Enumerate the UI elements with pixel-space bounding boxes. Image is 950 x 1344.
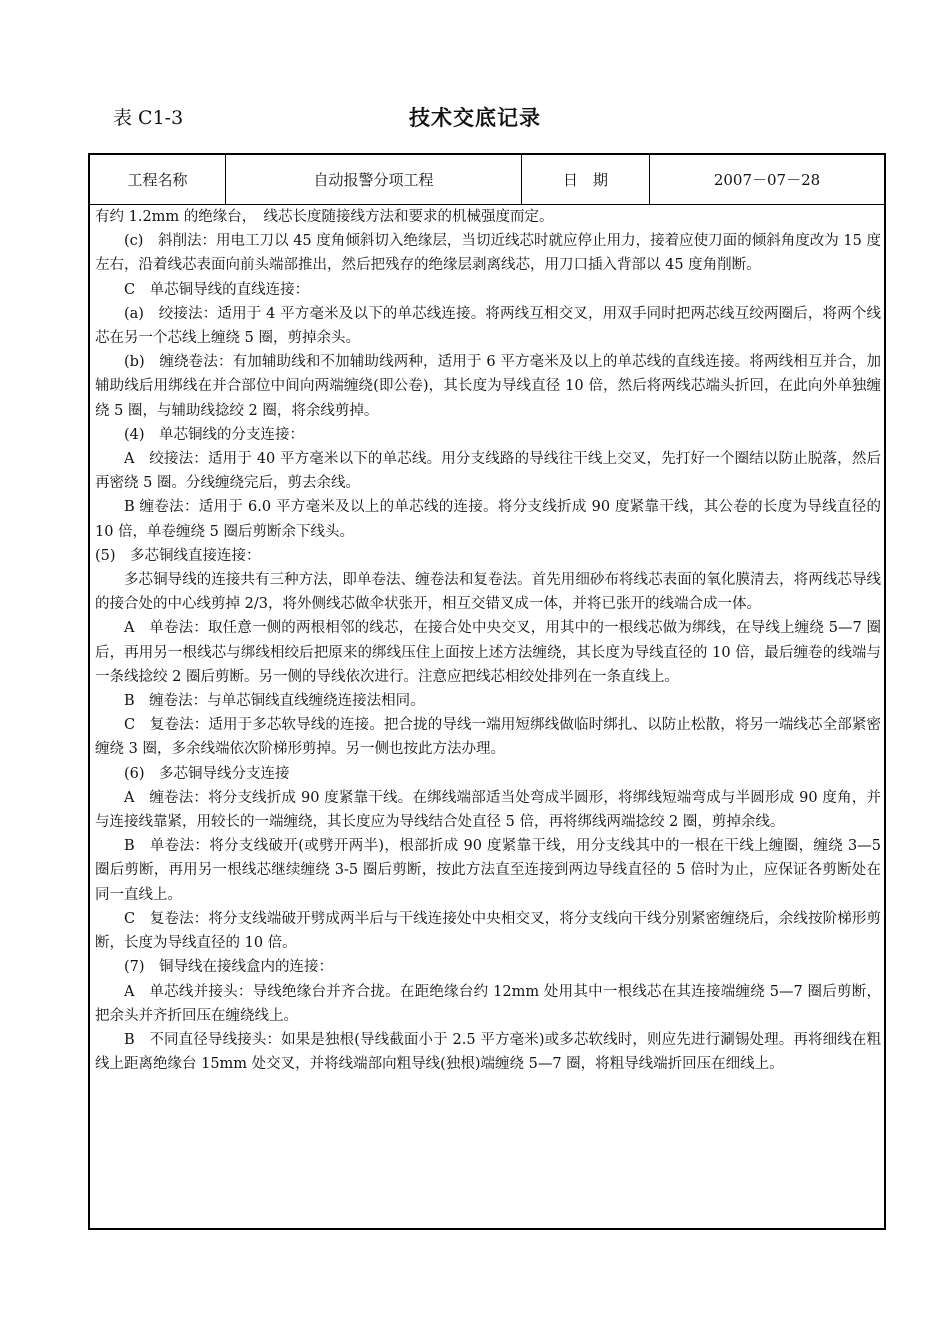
paragraph: (a) 绞接法：适用于 4 平方毫米及以下的单芯线连接。将两线互相交叉，用双手同时把两芯线互绞两圈后，将两个线芯在另一个芯线上缠绕 5 圈，剪掉余头。 — [95, 305, 881, 347]
paragraph: (4) 单芯铜线的分支连接： — [124, 426, 305, 443]
paragraph: 多芯铜导线的连接共有三种方法，即单卷法、缠卷法和复卷法。首先用细砂布将线芯表面的氧化膜清去，将两线芯导线的接合处的中心线剪掉 2/3，将外侧线芯做伞状张开，相互交错叉成一体，并将已张开的线端合成一体。 — [95, 572, 881, 613]
paragraph: (b) 缠绕卷法：有加辅助线和不加辅助线两种，适用于 6 平方毫米及以上的单芯线的直线连接。将两线相互并合，加辅助线后用绑线在并合部位中间向两端缠绕(即公卷)，其长度为导线直径 10 倍，然后将两线芯端头折回，在此向外单独缠绕 5 圈，与辅助线捻绞 2 圈，将余线剪掉。 — [95, 354, 881, 419]
paragraph: A 缠卷法：将分支线折成 90 度紧靠干线。在绑线端部适当处弯成半圆形，将绑线短端弯成与半圆形成 90 度角，并与连接线靠紧，用较长的一端缠绕，其长度应为导线结合处直径 5 倍，再将绑线两端捻绞 2 圈，剪掉余线。 — [95, 789, 881, 831]
paragraph: (c) 斜削法：用电工刀以 45 度角倾斜切入绝缘层，当切近线芯时就应停止用力，接着应使刀面的倾斜角度改为 15 度左右，沿着线芯表面向前头端部推出，然后把残存的绝缘层剥离线芯，用刀口插入背部以 45 度角削断。 — [95, 233, 881, 274]
project-name-label: 工程名称 — [90, 155, 226, 204]
document-title: 技术交底记录 — [409, 105, 541, 130]
date-label: 日 期 — [522, 155, 650, 204]
form-code: 表 C1-3 — [113, 107, 184, 129]
project-name-value: 自动报警分项工程 — [226, 155, 522, 204]
disclosure-content — [95, 205, 881, 1076]
paragraph: (5) 多芯铜线直接连接： — [95, 547, 261, 564]
paragraph: C 复卷法：将分支线端破开劈成两半后与干线连接处中央相交叉，将分支线向干线分别紧密缠绕后，余线按阶梯形剪断，长度为导线直径的 10 倍。 — [95, 910, 881, 952]
paragraph: A 绞接法：适用于 40 平方毫米以下的单芯线。用分支线路的导线往干线上交叉，先打好一个圈结以防止脱落，然后再密绕 5 圈。分线缠绕完后，剪去余线。 — [95, 451, 881, 492]
paragraph: C 单芯铜导线的直线连接： — [124, 281, 310, 298]
paragraph: C 复卷法：适用于多芯软导线的连接。把合拢的导线一端用短绑线做临时绑扎、以防止松散，将另一端线芯全部紧密缠绕 3 圈，多余线端依次阶梯形剪掉。另一侧也按此方法办理。 — [95, 717, 881, 758]
paragraph: B 单卷法：将分支线破开(或劈开两半)，根部折成 90 度紧靠干线，用分支线其中的一根在干线上缠圈，缠绕 3—5 圈后剪断，再用另一根线芯继续缠绕 3-5 圈后剪断，按此方法直至连接到两边导线直径的 5 倍时为止，应保证各剪断处在同一直线上。 — [95, 838, 881, 903]
paragraph: 有约 1.2mm 的绝缘台， 线芯长度随接线方法和要求的机械强度而定。 — [95, 209, 554, 225]
paragraph: (7) 铜导线在接线盒内的连接： — [124, 959, 334, 976]
paragraph: B 缠卷法：适用于 6.0 平方毫米及以上的单芯线的连接。将分支线折成 90 度紧靠干线，其公卷的长度为导线直径的 10 倍，单卷缠绕 5 圈后剪断余下线头。 — [95, 499, 881, 540]
date-value: 2007－07－28 — [713, 171, 821, 189]
paragraph: B 不同直径导线接头：如果是独根(导线截面小于 2.5 平方毫米)或多芯软线时，则应先进行涮锡处理。再将细线在粗线上距离绝缘台 15mm 处交叉，并将线端部向粗导线(独根)端缠绕 5—7 圈，将粗导线端折回压在细线上。 — [95, 1031, 881, 1073]
paragraph: A 单卷法：取任意一侧的两根相邻的线芯，在接合处中央交叉，用其中的一根线芯做为绑线，在导线上缠绕 5—7 圈后，再用另一根线芯与绑线相绞后把原来的绑线压住上面按上述方法缠绕，其长度为导线直径的 10 倍，最后缠卷的线端与一条线捻绞 2 圈后剪断。另一侧的导线依次进行。注意应把线芯相绞处排列在一条直线上。 — [95, 620, 881, 685]
record-table — [88, 153, 886, 1230]
paragraph: (6) 多芯铜导线分支连接 — [124, 765, 290, 782]
paragraph: A 单芯线并接头：导线绝缘台并齐合拢。在距绝缘台约 12mm 处用其中一根线芯在其连接端缠绕 5—7 圈后剪断，把余头并齐折回压在缠绕线上。 — [95, 983, 881, 1024]
paragraph: B 缠卷法：与单芯铜线直线缠绕连接法相同。 — [124, 693, 425, 710]
info-row — [90, 155, 884, 205]
